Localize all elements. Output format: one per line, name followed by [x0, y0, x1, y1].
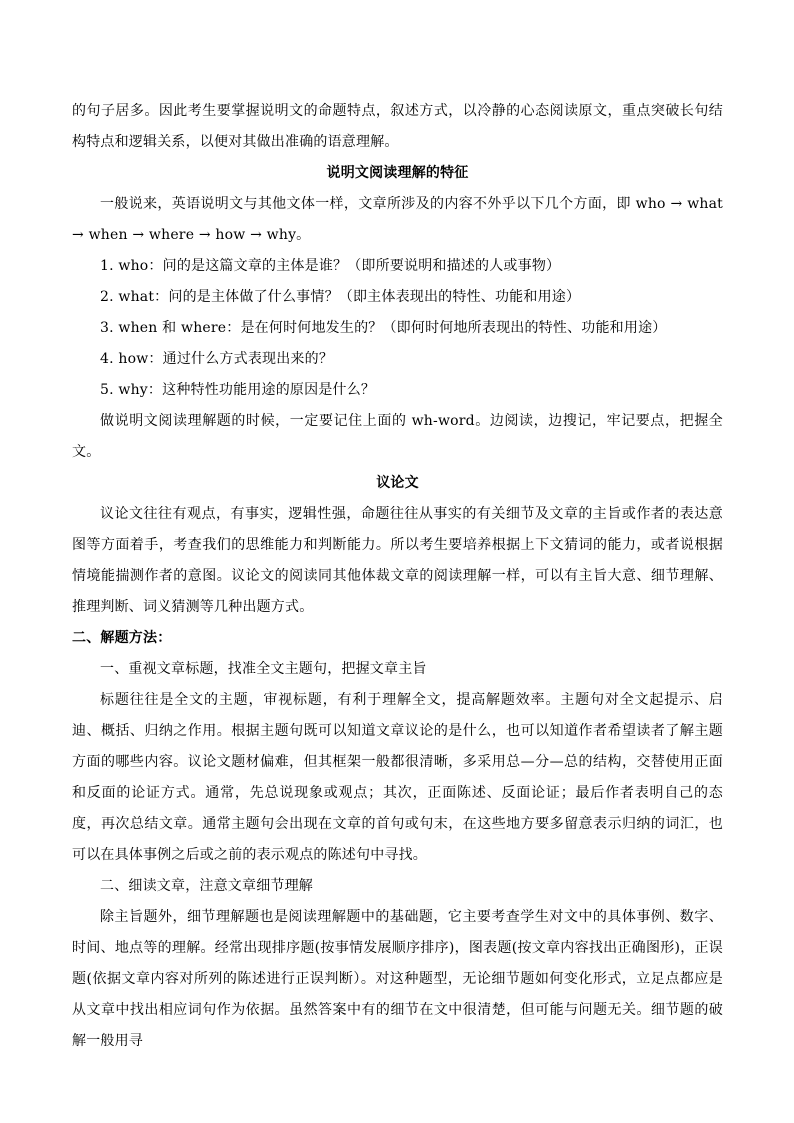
paragraph-wh-word: 做说明文阅读理解题的时候，一定要记住上面的 wh-word。边阅读，边搜记，牢记要点，把握全文。: [72, 413, 723, 460]
subheading-detail-reading: 二、细读文章，注意文章细节理解: [100, 878, 313, 894]
document-page: [72, 96, 723, 1057]
list-item-who: 1. who：问的是这篇文章的主体是谁？（即所要说明和描述的人或事物）: [100, 258, 561, 274]
subheading-title-focus: 一、重视文章标题，找准全文主题句，把握文章主旨: [100, 661, 427, 677]
paragraph-title-focus: 标题往往是全文的主题，审视标题，有利于理解全文，提高解题效率。主题句对全文起提示、启迪、概括、归纳之作用。根据主题句既可以知道文章议论的是什么，也可以知道作者希望读者了解主题方面的哪些内容。议论文题材偏难，但其框架一般都很清晰，多采用总—分—总的结构，交替使用正面和反面的论证方式。通常，先总说现象或观点；其次，正面陈述、反面论证；最后作者表明自己的态度，再次总结文章。通常主题句会出现在文章的首句或句末，在这些地方要多留意表示归纳的词汇，也可以在具体事例之后或之前的表示观点的陈述句中寻找。: [72, 692, 723, 863]
heading-argumentative: 议论文: [376, 475, 419, 491]
paragraph-expository-content: 一般说来，英语说明文与其他文体一样，文章所涉及的内容不外乎以下几个方面，即 who → what → when → where → how → why。: [72, 196, 723, 243]
list-item-when-where: 3. when 和 where：是在何时何地发生的？（即何时何地所表现出的特性、功能和用途）: [100, 320, 667, 336]
heading-expository-features: 说明文阅读理解的特征: [326, 165, 469, 181]
paragraph-detail-reading: 除主旨题外，细节理解题也是阅读理解题中的基础题，它主要考查学生对文中的具体事例、数字、时间、地点等的理解。经常出现排序题(按事情发展顺序排序)，图表题(按文章内容找出正确图形)，正误题(依据文章内容对所列的陈述进行正误判断）。对这种题型，无论细节题如何变化形式，立足点都应是从文章中找出相应词句作为依据。虽然答案中有的细节在文中很清楚，但可能与问题无关。细节题的破解一般用寻: [72, 909, 723, 1049]
heading-methods: 二、解题方法：: [72, 630, 172, 646]
list-item-what: 2. what：问的是主体做了什么事情？（即主体表现出的特性、功能和用途）: [100, 289, 581, 305]
list-item-how: 4. how：通过什么方式表现出来的？: [100, 351, 334, 367]
paragraph-intro: 的句子居多。因此考生要掌握说明文的命题特点，叙述方式，以冷静的心态阅读原文，重点突破长句结构特点和逻辑关系，以便对其做出准确的语意理解。: [72, 103, 723, 150]
paragraph-argumentative: 议论文往往有观点，有事实，逻辑性强，命题往往从事实的有关细节及文章的主旨或作者的表达意图等方面着手，考查我们的思维能力和判断能力。所以考生要培养根据上下文猜词的能力，或者说根据情境能揣测作者的意图。议论文的阅读同其他体裁文章的阅读理解一样，可以有主旨大意、细节理解、推理判断、词义猜测等几种出题方式。: [72, 506, 723, 615]
list-item-why: 5. why：这种特性功能用途的原因是什么？: [100, 382, 376, 398]
